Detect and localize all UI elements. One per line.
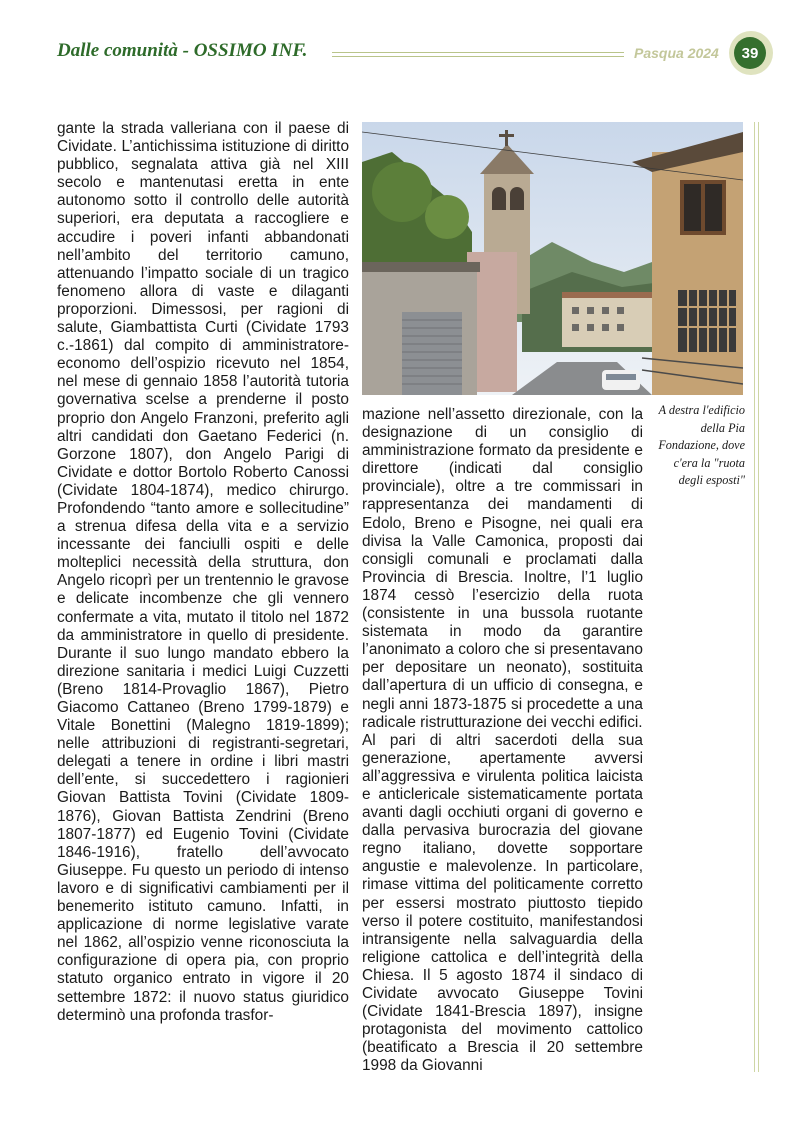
photo-illustration (362, 122, 743, 395)
photo-caption: A destra l'edificio della Pia Fondazione, dove c'era la "ruota degli esposti" (658, 403, 745, 487)
header-rule-line (332, 56, 624, 57)
article-paragraph: gante la strada valleriana con il paese di Cividate. L’antichissima istituzione di diritto pubblico, segnalata attiva già nel XIII secolo e mantenutasi eretta in ente autonomo sotto il controllo delle autorità superiori, era deputata a raccogliere e accudire i poveri infanti abbandonati nell’ambito del territorio camuno, attenuando l’impatto sociale di un tragico fenomeno allora di vaste e dilaganti proporzioni. Dimessosi, per ragioni di salute, Giambattista Curti (Cividate 1793 c.-1861) dal compito di amministratore-economo dell’ospizio ricevuto nel 1854, nel mese di gennaio 1858 l’autorità tutoria governativa scelse a prenderne il posto proprio don Angelo Franzoni, preferito agli altri candidati don Gaetano Federici (n. Gorzone 1807), don Angelo Parigi di Cividate e dottor Bortolo Roberto Canossi (Cividate 1804-1874), medico chirurgo. Profondendo “tanto amore e sollecitudine” a strenua difesa della vita e a servizio incessante dei fanciulli ospiti e delle molteplici necessità della struttura, don Angelo ricoprì per un trentennio le gravose e delicate incombenze che gli vennero confermate a vita, mutato il titolo nel 1872 da amministratore in quello di presidente. Durante il suo lungo mandato ebbero la direzione sanitaria i medici Luigi Cuzzetti (Breno 1814-Provaglio 1867), Pietro Giacomo Cattaneo (Breno 1799-1879) e Vitale Bonettini (Malegno 1819-1899); nelle attribuzioni di registranti-segretari, delegati a tenere in ordine i libri mastri dell’ente, si succedettero i ragionieri Giovan Battista Tovini (Cividate 1809-1876), Giovan Battista Zendrini (Breno 1807-1877) ed Eugenio Tovini (Cividate 1846-1916), fratello dell’avvocato Giuseppe. Fu questo un periodo di intenso lavoro e di significativi cambiamenti per il benemerito istituto camuno. Infatti, in applicazione di norme legislative varate nel 1862, all’ospizio venne riconosciuta la configurazione di opera pia, con proprio statuto organico entrato in vigore il 20 settembre 1872: il nuovo status giuridico determinò una profonda trasfor- (57, 120, 349, 1024)
section-title: Dalle comunità - OSSIMO INF. (57, 40, 308, 61)
side-border-line (754, 122, 755, 1072)
article-paragraph: mazione nell’assetto direzionale, con la designazione di un consiglio di amministrazione formato da presidente e direttore (indicati dal consiglio provinciale), oltre a tre commissari in rappresentanza dei mandamenti di Edolo, Breno e Pisogne, nei quali era divisa la Valle Camonica, proposti dai consigli comunali e proclamati dalla Provincia di Brescia. Inoltre, l’1 luglio 1874 cessò l’esercizio della ruota (consistente in una bussola ruotante sistemata in modo da garantire l’anonimato a coloro che si presentavano per depositare un neonato), sostituita dall’apertura di un ufficio di consegna, e negli anni 1873-1875 si procedette a una radicale ristrutturazione dei vecchi edifici. (362, 406, 643, 731)
issue-label: Pasqua 2024 (634, 45, 719, 61)
page-number-badge (729, 31, 773, 75)
article-paragraph: Al pari di altri sacerdoti della sua generazione, apertamente avversi all’aggressiva e virulenta politica laicista e anticlericale sistematicamente portata avanti dagli occhiuti organi di governo e dalla pervasiva burocrazia del giovane regno italiano, dovette sopportare angustie e malevolenze. In particolare, rimase vittima del politicamente corretto per essersi mostrato piuttosto tiepido verso il potere costituito, manifestandosi intransigente nella salvaguardia della religione cattolica e dell’integrità della Chiesa. Il 5 agosto 1874 il sindaco di Cividate avvocato Giuseppe Tovini (Cividate 1841-Brescia 1897), insigne protagonista del movimento cattolico (beatificato a Brescia il 20 settembre 1998 da Giovanni (362, 731, 643, 1075)
header-rule-line (332, 52, 624, 53)
header-rule (332, 52, 624, 58)
church-bell-tower-photo (362, 122, 743, 395)
article-column-middle (362, 406, 643, 1075)
article-column-left (57, 120, 349, 1025)
page-header (0, 0, 800, 90)
page-number: 39 (734, 37, 766, 69)
side-border-line (758, 122, 759, 1072)
side-decorative-border (754, 122, 761, 1072)
